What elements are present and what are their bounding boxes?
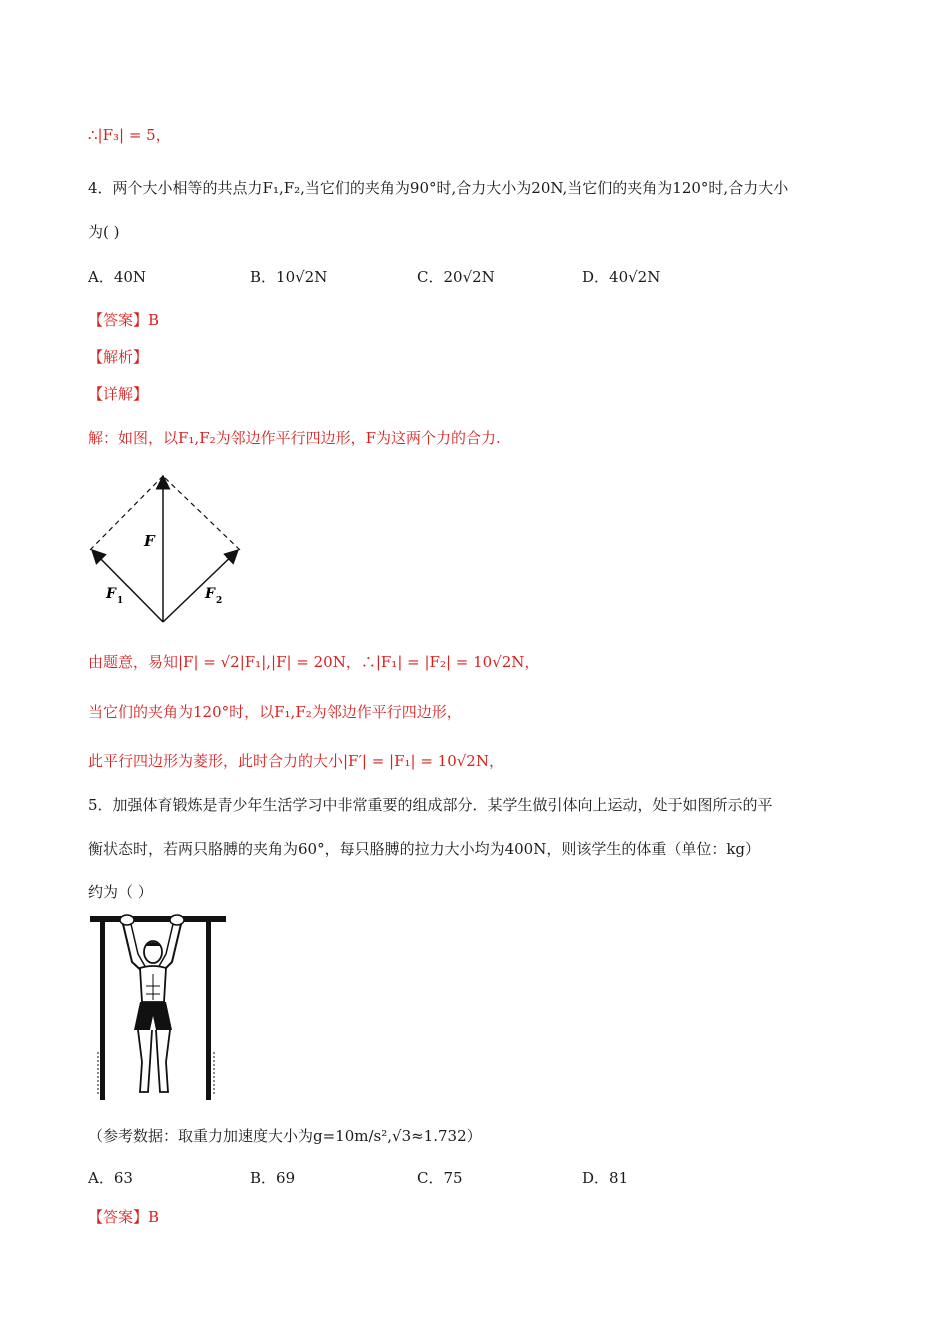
q4-option-d: D．40√2N — [582, 268, 661, 286]
q4-stem — [88, 176, 788, 200]
q5-stem: 5．加强体育锻炼是青少年生活学习中非常重要的组成部分．某学生做引体向上运动，处于如图所示的平 — [88, 796, 773, 814]
solution-line-2: 由题意，易知|F| = √2|F₁|,|F| = 20N，∴|F₁| = |F₂| = 10√2N， — [88, 653, 540, 671]
result-f3 — [88, 123, 171, 147]
q5-option-c: C．75 — [417, 1169, 463, 1187]
pull-up-figure — [90, 912, 230, 1102]
q5-option-a: A．63 — [88, 1169, 133, 1187]
solution-line-1: 解：如图，以F₁,F₂为邻边作平行四边形，F为这两个力的合力. — [88, 429, 501, 447]
q5-option-b: B．69 — [250, 1169, 296, 1187]
q4-stem-text: 4．两个大小相等的共点力F₁,F₂,当它们的夹角为90°时,合力大小为20N,当它们的夹角为120°时,合力大小 — [88, 179, 789, 197]
label-f2: F — [205, 586, 215, 602]
q5-option-d: D．81 — [582, 1169, 629, 1187]
q4-stem2 — [88, 220, 119, 244]
q4-option-a: A．40N — [88, 268, 147, 286]
analysis-4: 【解析】 — [88, 348, 149, 366]
q5-stem3: 约为（ ） — [88, 883, 153, 901]
q4-option-b: B．10√2N — [250, 268, 328, 286]
force-parallelogram-figure — [82, 470, 262, 630]
solution-line-4: 此平行四边形为菱形，此时合力的大小|F′| = |F₁| = 10√2N， — [88, 752, 504, 770]
detail-4: 【详解】 — [88, 385, 149, 403]
answer-5: 【答案】B — [88, 1208, 160, 1226]
solution-line-3: 当它们的夹角为120°时，以F₁,F₂为邻边作平行四边形， — [88, 703, 462, 721]
q5-reference-data: （参考数据：取重力加速度大小为g=10m/s²,√3≈1.732） — [88, 1127, 482, 1145]
answer-4: 【答案】B — [88, 311, 160, 329]
result-f3-text: ∴|F₃| = 5， — [88, 126, 171, 144]
label-f1-sub: 1 — [117, 596, 124, 606]
q4-option-c: C．20√2N — [417, 268, 495, 286]
label-f: F — [144, 532, 155, 550]
q4-stem2-text: 为( ) — [88, 223, 120, 241]
label-f1: F — [106, 586, 116, 602]
q5-stem2: 衡状态时，若两只胳膊的夹角为60°，每只胳膊的拉力大小均为400N，则该学生的体重（单位：kg） — [88, 840, 761, 858]
label-f2-sub: 2 — [216, 596, 223, 606]
